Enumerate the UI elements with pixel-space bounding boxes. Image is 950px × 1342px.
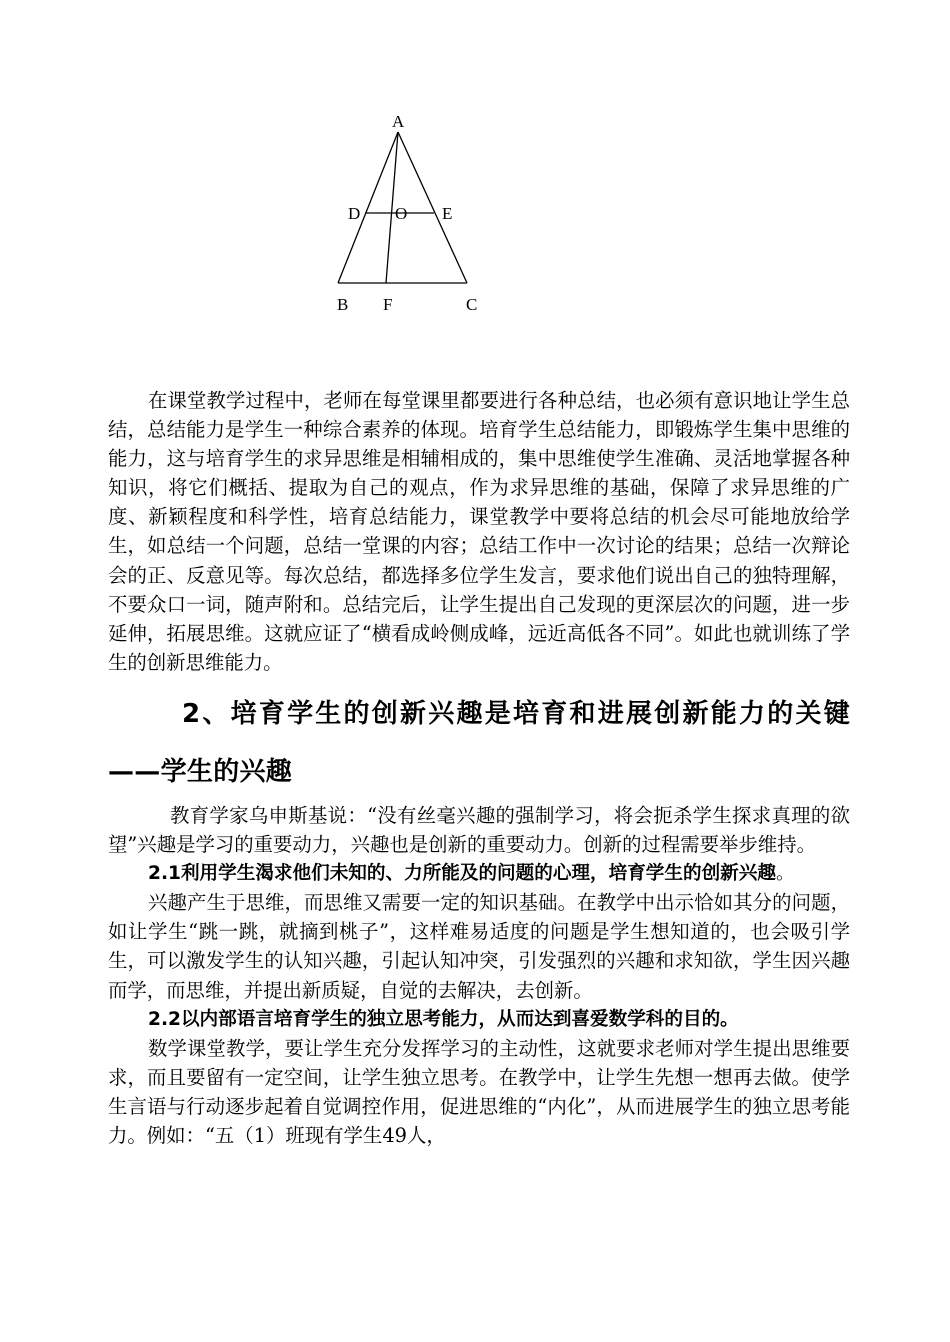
- label-d: D: [348, 204, 361, 223]
- paragraph-summary: 在课堂教学过程中，老师在每堂课里都要进行各种总结，也必须有意识地让学生总结，总结能力是学生一种综合素养的体现。培育学生总结能力，即锻炼学生集中思维的能力，这与培育学生的求异思维是相辅相成的，集中思维使学生准确、灵活地掌握各种知识，将它们概括、提取为自己的观点，作为求异思维的基础，保障了求异思维的广度、新颖程度和科学性，培育总结能力，课堂教学中要将总结的机会尽可能地放给学生，如总结一个问题，总结一堂课的内容；总结工作中一次讨论的结果；总结一次辩论会的正、反意见等。每次总结，都选择多位学生发言，要求他们说出自己的独特理解，不要众口一词，随声附和。总结完后，让学生提出自己发现的更深层次的问题，进一步延伸，拓展思维。这就应证了“横看成岭侧成峰，远近高低各不同”。如此也就训练了学生的创新思维能力。: [108, 389, 850, 674]
- segment-ab: [338, 132, 398, 283]
- document-body: [108, 386, 850, 1150]
- paragraph-section2-intro: 教育学家乌申斯基说：“没有丝毫兴趣的强制学习，将会扼杀学生探求真理的欲望”兴趣是学习的重要动力，兴趣也是创新的重要动力。创新的过程需要举步维持。: [108, 803, 850, 857]
- subheading-2-1-period: 。: [775, 863, 795, 885]
- subheading-2-1: [108, 859, 850, 888]
- label-e: E: [442, 204, 453, 223]
- triangle-figure: [320, 100, 520, 330]
- segment-ac: [398, 132, 467, 283]
- label-a: A: [392, 112, 405, 131]
- label-f: F: [383, 295, 393, 314]
- section-heading-2: 2、培育学生的创新兴趣是培育和进展创新能力的关键——学生的兴趣: [108, 698, 850, 787]
- label-b: B: [337, 295, 349, 314]
- triangle-diagram: [320, 100, 520, 330]
- paragraph-2-2-body: 数学课堂教学，要让学生充分发挥学习的主动性，这就要求老师对学生提出思维要求，而且要留有一定空间，让学生独立思考。在教学中，让学生先想一想再去做。使学生言语与行动逐步起着自觉调控作用，促进思维的“内化”，从而进展学生的独立思考能力。例如：“五（1）班现有学生49人，: [108, 1036, 850, 1147]
- subheading-2-2: 2.2以内部语言培育学生的独立思考能力，从而达到喜爱数学科的目的。: [148, 1008, 739, 1030]
- paragraph-2-1-body: 兴趣产生于思维，而思维又需要一定的知识基础。在教学中出示恰如其分的问题，如让学生“跳一跳，就摘到桃子”，这样难易适度的问题是学生想知道的，也会吸引学生，可以激发学生的认知兴趣，引起认知冲突，引发强烈的兴趣和求知欲，学生因兴趣而学，而思维，并提出新质疑，自觉的去解决，去创新。: [108, 891, 850, 1002]
- label-c: C: [466, 295, 478, 314]
- subheading-2-1-text: 2.1利用学生渴求他们未知的、力所能及的问题的心理，培育学生的创新兴趣: [148, 863, 776, 885]
- label-o: O: [395, 204, 408, 223]
